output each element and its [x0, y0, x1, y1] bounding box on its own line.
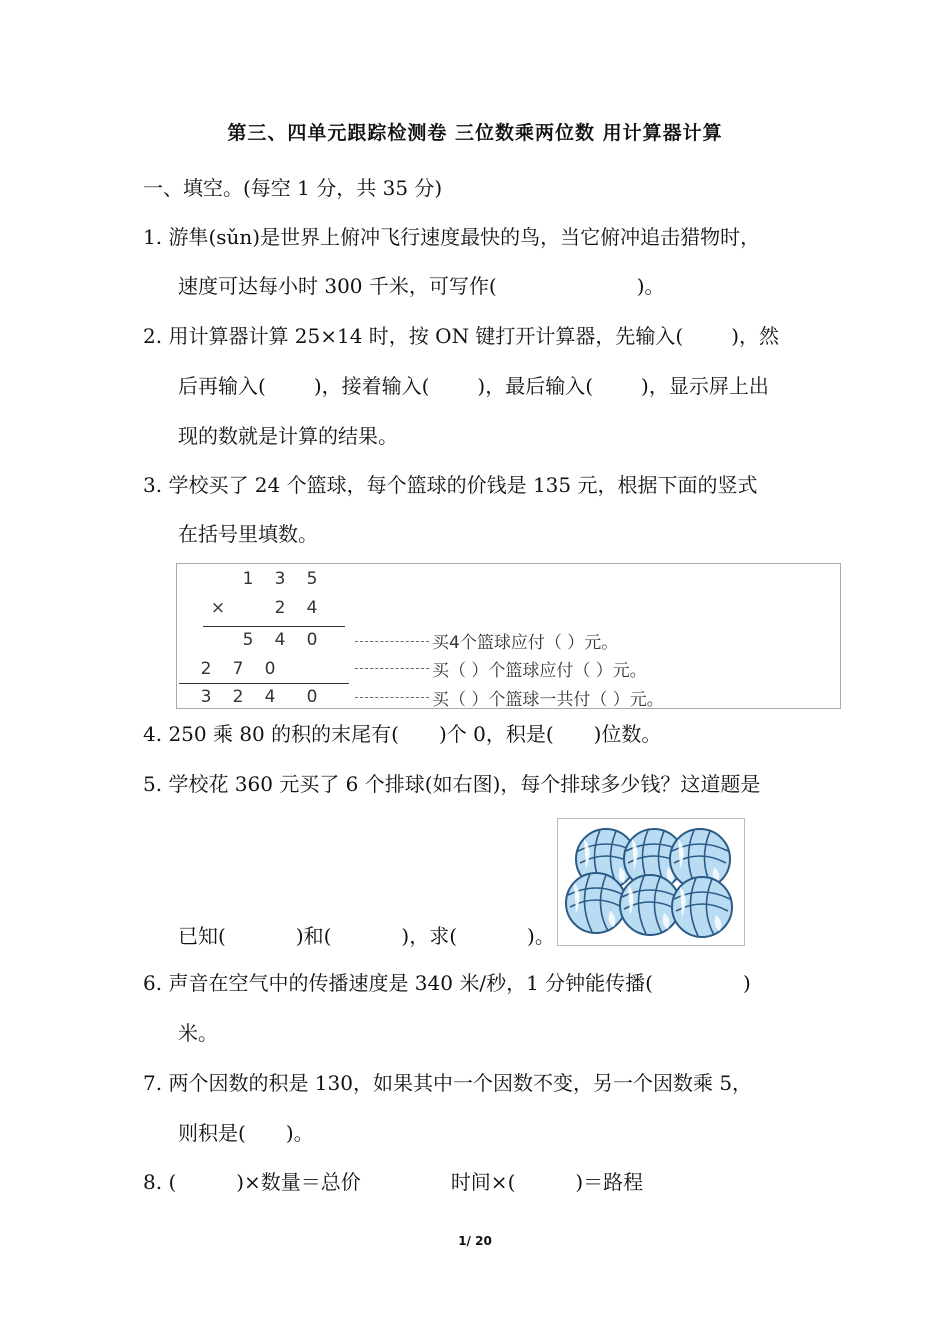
question-7-line-2 [178, 1119, 314, 1147]
q2-text-a2: )，然 [731, 324, 780, 348]
question-3-line-1: 3. 学校买了 24 个篮球，每个篮球的价钱是 135 元，根据下面的竖式 [143, 473, 758, 497]
digit: 1 [242, 569, 254, 589]
digit: 5 [306, 569, 318, 589]
q5-text-b1: 已知( [178, 924, 226, 948]
volleyball-icon [620, 875, 680, 935]
q7-text-b1: 则积是( [178, 1121, 246, 1145]
section-heading: 一、填空。(每空 1 分，共 35 分) [143, 176, 443, 200]
digit: 5 [242, 630, 254, 650]
page-number: 1/ 20 [458, 1234, 492, 1248]
q8-text-a1: 8. ( [143, 1170, 177, 1194]
digit: 2 [274, 598, 286, 618]
question-5-line-1: 5. 学校花 360 元买了 6 个排球(如右图)，每个排球多少钱？这道题是 [143, 772, 761, 796]
question-2-line-2 [178, 372, 769, 400]
q6-text-a1: 6. 声音在空气中的传播速度是 340 米/秒，1 分钟能传播( [143, 971, 653, 995]
digit: 2 [232, 687, 244, 707]
dashed-leader [355, 668, 429, 669]
q4-text-a2: )个 0，积是( [438, 722, 554, 746]
q2-text-b3: )，最后输入( [477, 374, 594, 398]
digit: 4 [306, 598, 318, 618]
q4-text-a1: 4. 250 乘 80 的积的末尾有( [143, 722, 399, 746]
digit: 3 [274, 569, 286, 589]
q1-text-end: )。 [636, 274, 665, 298]
dashed-leader [355, 641, 429, 642]
q2-text-a1: 2. 用计算器计算 25×14 时，按 ON 键打开计算器，先输入( [143, 324, 684, 348]
rule-line [179, 683, 349, 684]
volleyballs-image [557, 818, 745, 946]
q6-text-a2: ) [742, 971, 751, 995]
question-5-line-2 [178, 922, 555, 950]
question-6-line-1 [143, 969, 751, 997]
q7-text-b2: )。 [285, 1121, 314, 1145]
question-2-line-1 [143, 322, 779, 350]
note-1: 买4个篮球应付（ ）元。 [432, 633, 619, 653]
volleyball-icon-group [558, 819, 744, 945]
q2-text-b1: 后再输入( [178, 374, 266, 398]
question-1-line-1: 1. 游隼(sǔn)是世界上俯冲飞行速度最快的鸟，当它俯冲追击猎物时， [143, 225, 761, 249]
q5-text-b3: )，求( [401, 924, 458, 948]
q5-text-b2: )和( [295, 924, 332, 948]
note-3: 买（ ）个篮球一共付（ ）元。 [432, 690, 664, 710]
digit: 4 [274, 630, 286, 650]
digit: 3 [200, 687, 212, 707]
question-6-line-2: 米。 [178, 1021, 218, 1045]
q2-text-b4: )，显示屏上出 [641, 374, 769, 398]
q8-text-a3: 时间×( [450, 1170, 516, 1194]
question-3-line-2: 在括号里填数。 [178, 522, 318, 546]
q8-text-a4: )＝路程 [575, 1170, 644, 1194]
volleyball-icon [672, 877, 732, 937]
digit: 0 [306, 630, 318, 650]
question-4-line [143, 720, 661, 748]
q1-text: 速度可达每小时 300 千米，可写作( [178, 274, 497, 298]
digit: 0 [306, 687, 318, 707]
dashed-leader [355, 697, 429, 698]
digit: 4 [264, 687, 276, 707]
volleyball-icon [566, 873, 626, 933]
question-7-line-1: 7. 两个因数的积是 130，如果其中一个因数不变，另一个因数乘 5， [143, 1071, 753, 1095]
q5-text-b4: )。 [527, 924, 555, 948]
q2-text-b2: )，接着输入( [313, 374, 430, 398]
page-title: 第三、四单元跟踪检测卷 三位数乘两位数 用计算器计算 [227, 122, 723, 144]
q8-text-a2: )×数量＝总价 [236, 1170, 361, 1194]
question-1-line-2 [178, 272, 665, 300]
times-sign: × [210, 598, 226, 618]
vertical-multiplication-box [176, 563, 841, 709]
digit: 2 [200, 659, 212, 679]
note-2: 买（ ）个篮球应付（ ）元。 [432, 661, 647, 681]
rule-line [203, 626, 345, 627]
digit: 0 [264, 659, 276, 679]
digit: 7 [232, 659, 244, 679]
question-8-line [143, 1168, 643, 1196]
q4-text-a3: )位数。 [593, 722, 662, 746]
question-2-line-3: 现的数就是计算的结果。 [178, 424, 398, 448]
